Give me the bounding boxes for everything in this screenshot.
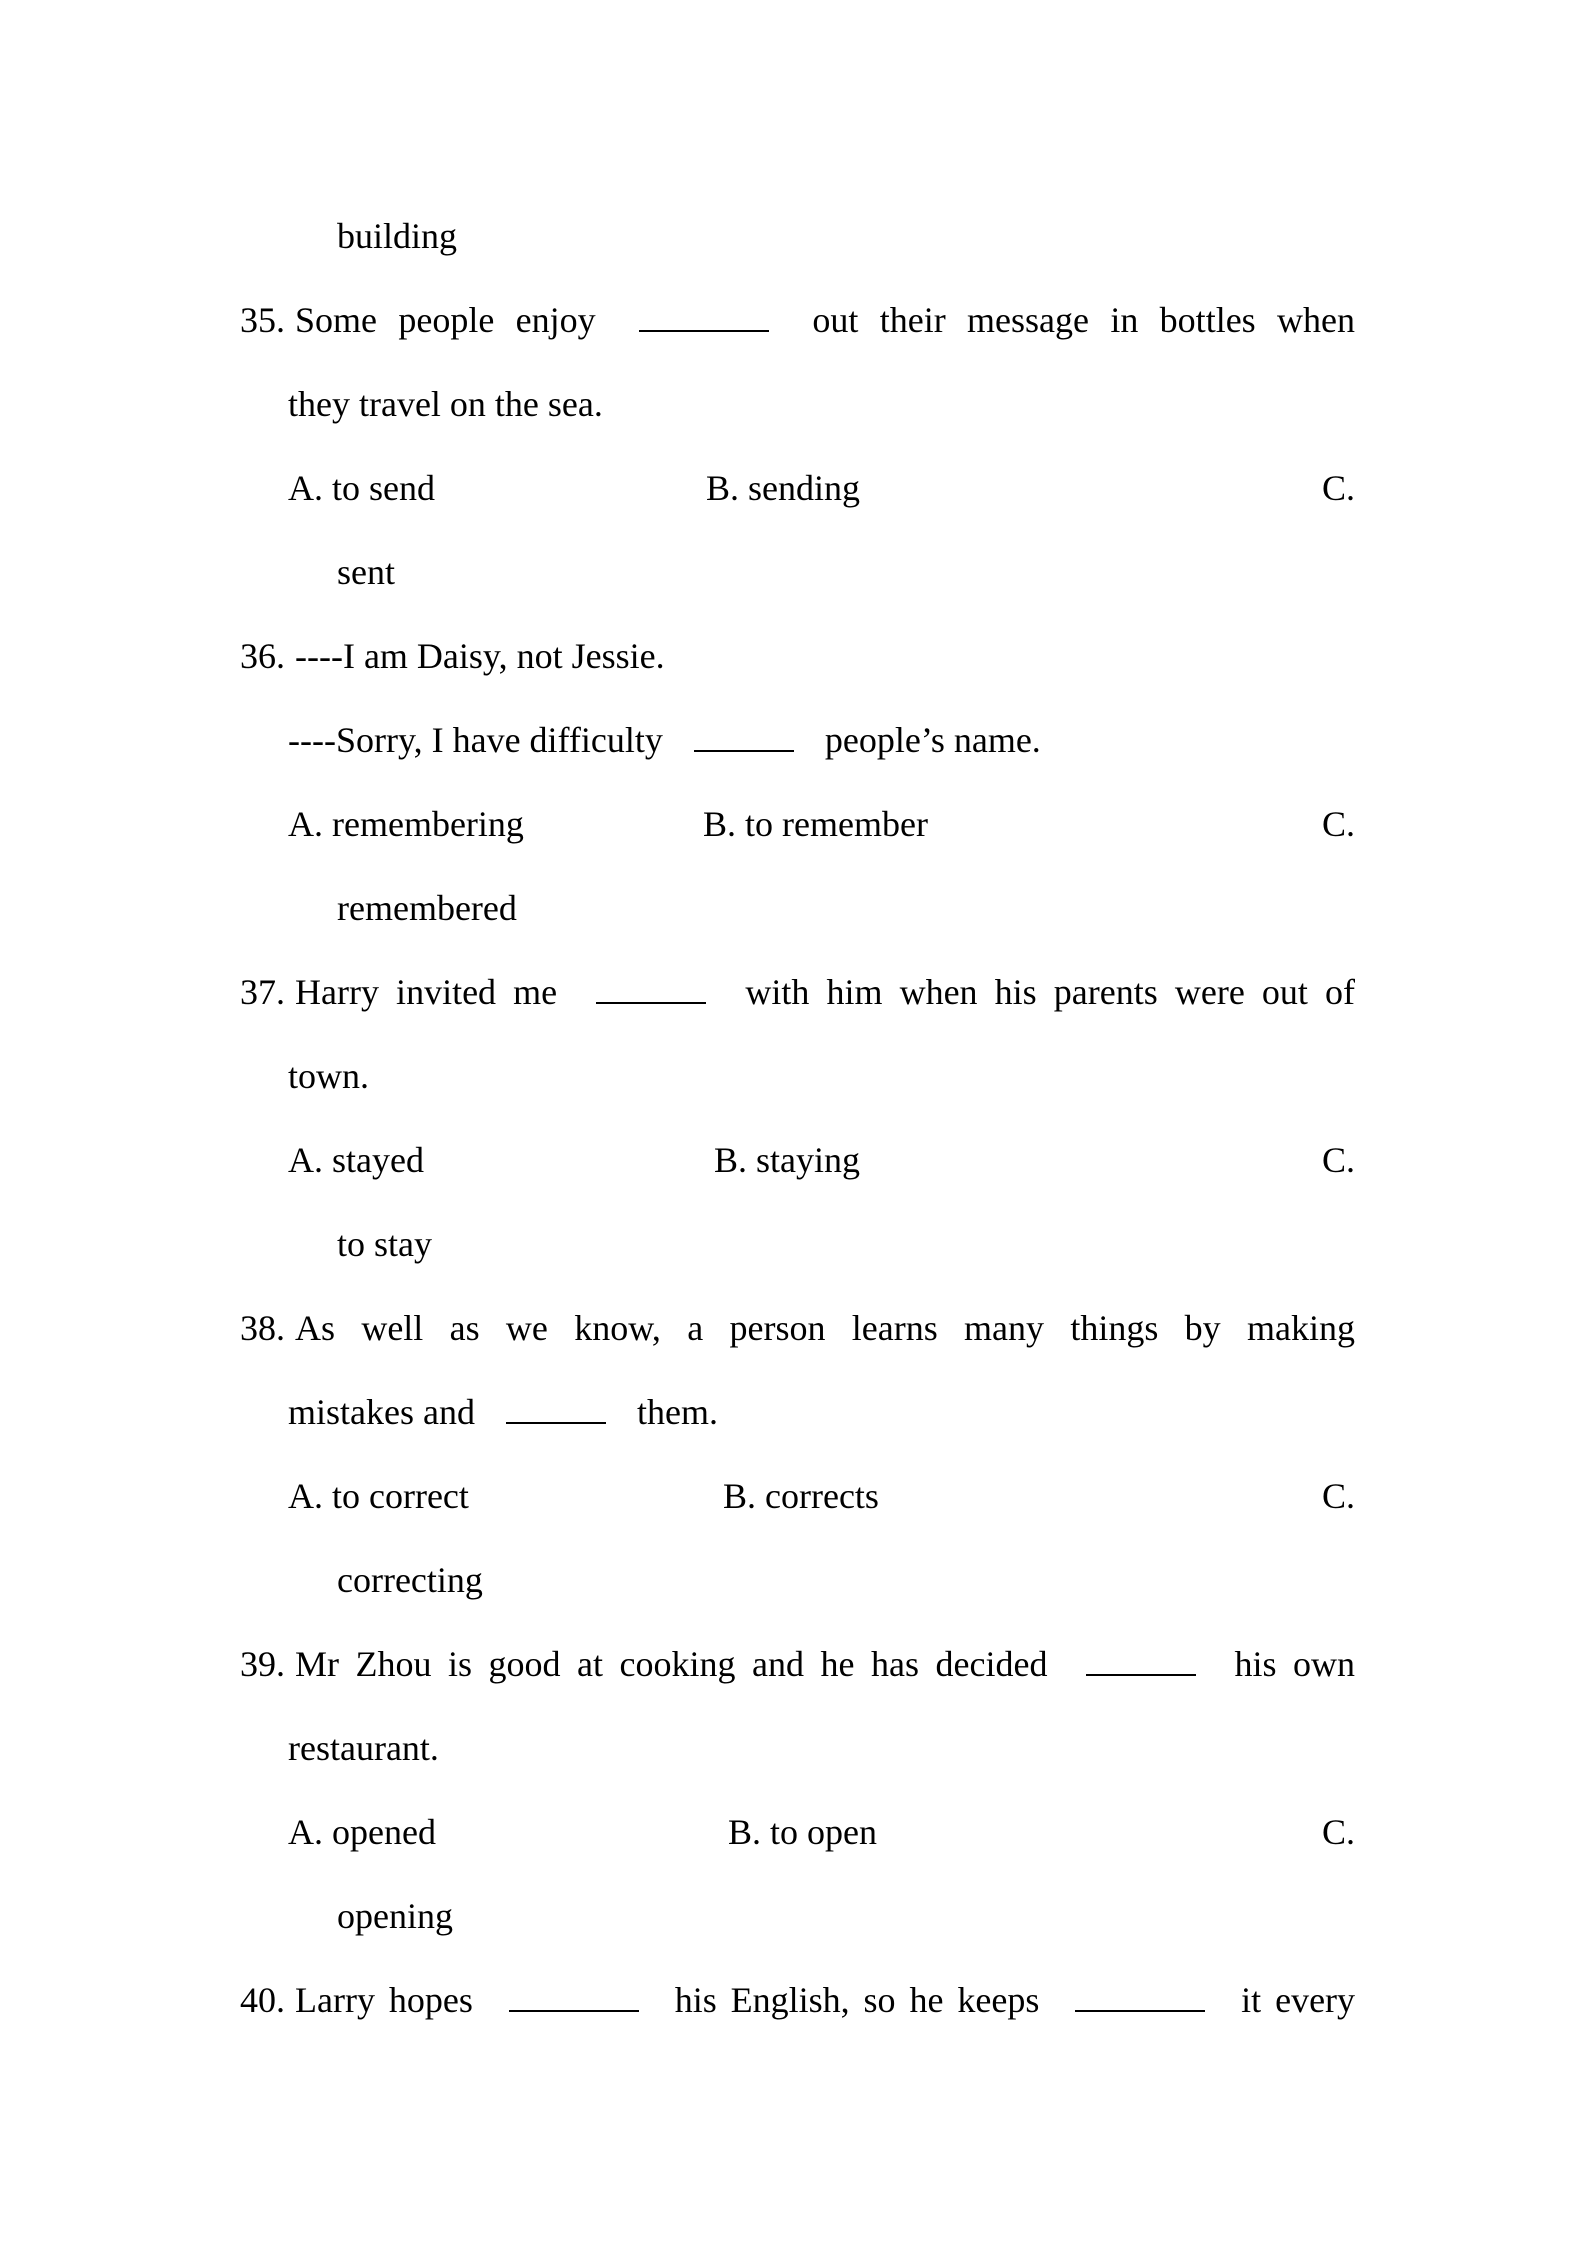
- q39-option-a: A. opened: [288, 1812, 436, 1852]
- q38-option-b: B. corrects: [723, 1476, 879, 1516]
- q38-option-c-text: correcting: [337, 1560, 483, 1600]
- q36-option-b: B. to remember: [703, 804, 928, 844]
- q35-stem: [295, 298, 1355, 342]
- prev-option-wrap: building: [337, 216, 458, 256]
- q36-line2-after: people’s name.: [824, 720, 1041, 760]
- q40-stem-part1: Larry hopes: [295, 1980, 473, 2020]
- q38-stem-cont: [288, 1390, 718, 1434]
- q37-option-c-text: to stay: [337, 1224, 432, 1264]
- q40-blank-1: [509, 1980, 639, 2012]
- q39-option-c-text: opening: [337, 1896, 453, 1936]
- q39-stem-cont: restaurant.: [288, 1728, 439, 1768]
- q36-line2: [288, 718, 1041, 762]
- q35-blank: [639, 300, 769, 332]
- q35-option-c-letter: C.: [1321, 468, 1355, 508]
- q37-blank: [596, 972, 706, 1004]
- q39-option-c-letter: C.: [1321, 1812, 1355, 1852]
- q35-option-c-text: sent: [337, 552, 395, 592]
- q37-stem-cont: town.: [288, 1056, 369, 1096]
- q35-number: 35.: [240, 300, 285, 340]
- q40-stem-part2: his English, so he keeps: [674, 1980, 1040, 2020]
- q35-stem-before: Some people enjoy: [295, 300, 596, 340]
- q36-blank: [694, 720, 794, 752]
- q40-stem-part3: it every: [1241, 1980, 1356, 2020]
- q36-option-a: A. remembering: [288, 804, 524, 844]
- q37-option-a: A. stayed: [288, 1140, 424, 1180]
- q35-stem-after: out their message in bottles when: [812, 300, 1356, 340]
- q39-stem-before: Mr Zhou is good at cooking and he has decided: [295, 1644, 1048, 1684]
- q37-stem: [295, 970, 1355, 1014]
- q36-option-c-text: remembered: [337, 888, 517, 928]
- q39-blank: [1086, 1644, 1196, 1676]
- q38-stem-cont-after: them.: [636, 1392, 718, 1432]
- q40-blank-2: [1075, 1980, 1205, 2012]
- q35-option-a: A. to send: [288, 468, 435, 508]
- q36-line2-before: ----Sorry, I have difficulty: [288, 720, 663, 760]
- q38-option-a: A. to correct: [288, 1476, 469, 1516]
- q38-option-c-letter: C.: [1321, 1476, 1355, 1516]
- q36-option-c-letter: C.: [1321, 804, 1355, 844]
- q37-stem-after: with him when his parents were out of: [745, 972, 1355, 1012]
- q35-option-b: B. sending: [706, 468, 861, 508]
- q39-option-b: B. to open: [728, 1812, 877, 1852]
- q36-number: 36.: [240, 636, 285, 676]
- q40-number: 40.: [240, 1980, 285, 2020]
- q37-option-c-letter: C.: [1321, 1140, 1355, 1180]
- q35-stem-cont: they travel on the sea.: [288, 384, 603, 424]
- q37-stem-before: Harry invited me: [295, 972, 558, 1012]
- q38-blank: [506, 1392, 606, 1424]
- q39-number: 39.: [240, 1644, 285, 1684]
- q39-stem: [295, 1642, 1355, 1686]
- q38-stem-cont-before: mistakes and: [288, 1392, 475, 1432]
- q37-number: 37.: [240, 972, 285, 1012]
- q38-number: 38.: [240, 1308, 285, 1348]
- q39-stem-after: his own: [1234, 1644, 1356, 1684]
- q36-line1: ----I am Daisy, not Jessie.: [295, 636, 665, 676]
- q37-option-b: B. staying: [714, 1140, 861, 1180]
- q38-stem: As well as we know, a person learns many things by making: [295, 1308, 1355, 1348]
- q40-stem: [295, 1978, 1355, 2022]
